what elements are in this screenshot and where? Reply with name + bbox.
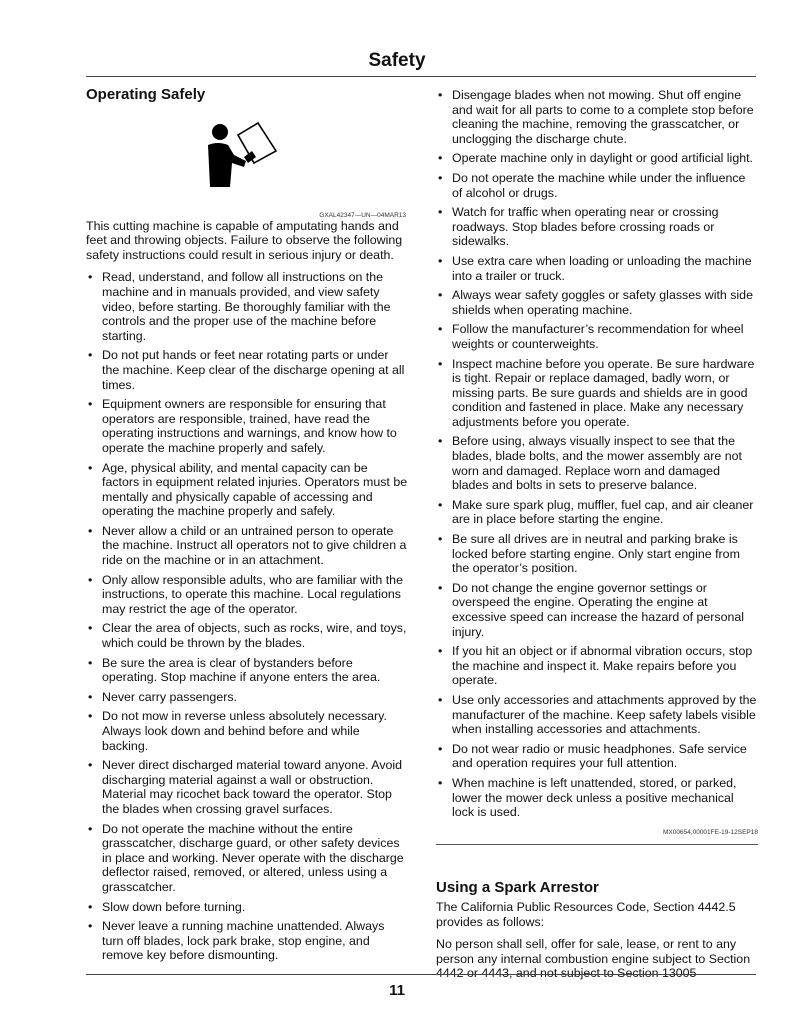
right-bullet-list xyxy=(436,88,758,820)
bullet-icon: • xyxy=(88,397,93,412)
bullet-icon: • xyxy=(88,460,93,475)
right-column xyxy=(436,88,758,989)
list-item: • Follow the manufacturer’s recommendation for wheel weights or counterweights. xyxy=(438,322,744,351)
list-item: • Before using, always visually inspect to see that the blades, blade bolts, and the mower assembly are not worn and damaged. Replace worn and damaged blades and bolts in sets to preserve balance. xyxy=(438,434,742,493)
list-item: • Age, physical ability, and mental capacity can be factors in equipment related injuries. Operators must be mentally and physically capable of accessing and operating the machine properly and safely. xyxy=(88,460,408,519)
bullet-icon: • xyxy=(438,288,443,303)
safety-figure xyxy=(86,113,408,219)
list-item: • Use only accessories and attachments approved by the manufacturer of the machine. Keep safety labels visible when installing accessories and attachments. xyxy=(438,692,757,737)
bullet-icon: • xyxy=(438,322,443,337)
bullet-icon: • xyxy=(438,253,443,268)
bullet-icon: • xyxy=(438,692,443,707)
list-item: • Never carry passengers. xyxy=(88,689,237,704)
bottom-divider xyxy=(86,974,756,975)
left-bullet-list xyxy=(86,270,408,963)
list-item: • Only allow responsible adults, who are familiar with the instructions, to operate this machine. Local regulations may restrict the age of the operator. xyxy=(88,572,403,616)
bullet-icon: • xyxy=(438,205,443,220)
bullet-icon: • xyxy=(88,572,93,587)
reference-code: MX00654,00001FE-19-12SEP18 xyxy=(662,828,758,836)
bullet-icon: • xyxy=(438,741,443,756)
list-item: • Never direct discharged material toward anyone. Avoid discharging material against a wall or obstruction. Material may ricochet back toward the operator. Stop the blades when crossing gravel surfaces. xyxy=(88,758,403,816)
page-title: Safety xyxy=(368,50,426,71)
list-item: • Watch for traffic when operating near or crossing roadways. Stop blades before crossing roads or sidewalks. xyxy=(438,205,719,249)
list-item: • Use extra care when loading or unloading the machine into a trailer or truck. xyxy=(438,253,752,283)
section-heading-operating-safely: Operating Safely xyxy=(86,86,206,103)
list-item: • Clear the area of objects, such as rocks, wire, and toys, which could be thrown by the blades. xyxy=(88,621,407,651)
list-item: • Inspect machine before you operate. Be sure hardware is tight. Repair or replace damaged, badly worn, or missing parts. Be sure guards and shields are in good condition and fastened in place. Make any necessary adjustments before you operate. xyxy=(438,356,755,429)
bullet-icon: • xyxy=(438,532,443,547)
bullet-icon: • xyxy=(88,899,93,914)
list-item: • Always wear safety goggles or safety glasses with side shields when operating machine. xyxy=(438,288,753,317)
list-item: • Be sure all drives are in neutral and parking brake is locked before starting engine. Only start engine from the operator’s position. xyxy=(438,532,740,576)
list-item: • Equipment owners are responsible for ensuring that operators are responsible, trained, have read the operating instructions and warnings, and know how to operate the machine properly and safely. xyxy=(88,397,397,455)
person-reading-manual-icon xyxy=(204,121,278,187)
list-item: • Read, understand, and follow all instructions on the machine and in manuals provided, and view safety video, before starting. Be thoroughly familiar with the controls and the proper use of the machine before starting. xyxy=(88,270,391,343)
list-item: • Make sure spark plug, muffler, fuel cap, and air cleaner are in place before starting the engine. xyxy=(438,497,754,527)
bullet-icon: • xyxy=(88,709,93,724)
bullet-icon: • xyxy=(438,775,443,790)
bullet-icon: • xyxy=(88,348,93,363)
list-item: • Do not mow in reverse unless absolutely necessary. Always look down and behind before and while backing. xyxy=(88,709,387,753)
bullet-icon: • xyxy=(438,580,443,595)
bullet-icon: • xyxy=(88,655,93,670)
page-number: 11 xyxy=(389,982,405,999)
paragraph: The California Public Resources Code, Section 4442.5 provides as follows: xyxy=(436,899,736,929)
bullet-icon: • xyxy=(88,919,93,934)
list-item: • If you hit an object or if abnormal vibration occurs, stop the machine and inspect it. Make repairs before you operate. xyxy=(438,644,753,688)
bullet-icon: • xyxy=(438,88,443,102)
list-item: • Do not put hands or feet near rotating parts or under the machine. Keep clear of the discharge opening at all times. xyxy=(88,348,405,392)
list-item: • Never leave a running machine unattended. Always turn off blades, lock park brake, stop engine, and remove key before dismounting. xyxy=(88,919,385,963)
bullet-icon: • xyxy=(438,151,443,166)
bullet-icon: • xyxy=(88,758,93,773)
list-item: • Do not operate the machine while under the influence of alcohol or drugs. xyxy=(438,170,746,200)
figure-caption: GXAL42347—UN—04MAR13 xyxy=(319,211,406,219)
bullet-icon: • xyxy=(438,434,443,449)
intro-paragraph: This cutting machine is capable of amputating hands and feet and throwing objects. Failure to observe the following safety instructions could result in serious injury or death. xyxy=(86,218,403,262)
left-column xyxy=(86,88,408,968)
bullet-icon: • xyxy=(438,497,443,512)
list-item: • Be sure the area is clear of bystanders before operating. Stop machine if anyone enters the area. xyxy=(88,655,381,685)
list-item: • Do not change the engine governor settings or overspeed the engine. Operating the engine at excessive speed can increase the hazard of personal injury. xyxy=(438,580,745,639)
bullet-icon: • xyxy=(438,170,443,185)
list-item: • Operate machine only in daylight or good artificial light. xyxy=(438,151,753,166)
bullet-icon: • xyxy=(438,644,443,659)
list-item: • Slow down before turning. xyxy=(88,899,246,914)
bullet-icon: • xyxy=(88,621,93,636)
top-divider xyxy=(86,76,756,77)
section-divider xyxy=(436,844,758,845)
list-item: • Never allow a child or an untrained person to operate the machine. Instruct all operators not to give children a ride on the machine or in an attachment. xyxy=(88,523,407,568)
list-item: • Do not operate the machine without the entire grasscatcher, discharge guard, or other safety devices in place and working. Never operate with the discharge deflector raised, removed, or altered, unless using a grasscatcher. xyxy=(88,821,404,894)
bullet-icon: • xyxy=(88,821,93,836)
section-heading-spark-arrestor: Using a Spark Arrestor xyxy=(436,879,599,897)
bullet-icon: • xyxy=(438,356,443,371)
list-item: • Do not wear radio or music headphones. Safe service and operation requires your full attention. xyxy=(438,741,747,771)
paragraph: No person shall sell, offer for sale, lease, or rent to any person any internal combustion engine subject to Section 4442 or 4443, and not subject to Section 13005 xyxy=(436,937,751,981)
list-item: • Disengage blades when not mowing. Shut off engine and wait for all parts to come to a complete stop before cleaning the machine, removing the grasscatcher, or unclogging the discharge chute. xyxy=(438,88,754,146)
bullet-icon: • xyxy=(88,523,93,538)
bullet-icon: • xyxy=(88,270,93,285)
bullet-icon: • xyxy=(88,689,93,704)
list-item: • When machine is left unattended, stored, or parked, lower the mower deck unless a positive mechanical lock is used. xyxy=(438,775,737,820)
